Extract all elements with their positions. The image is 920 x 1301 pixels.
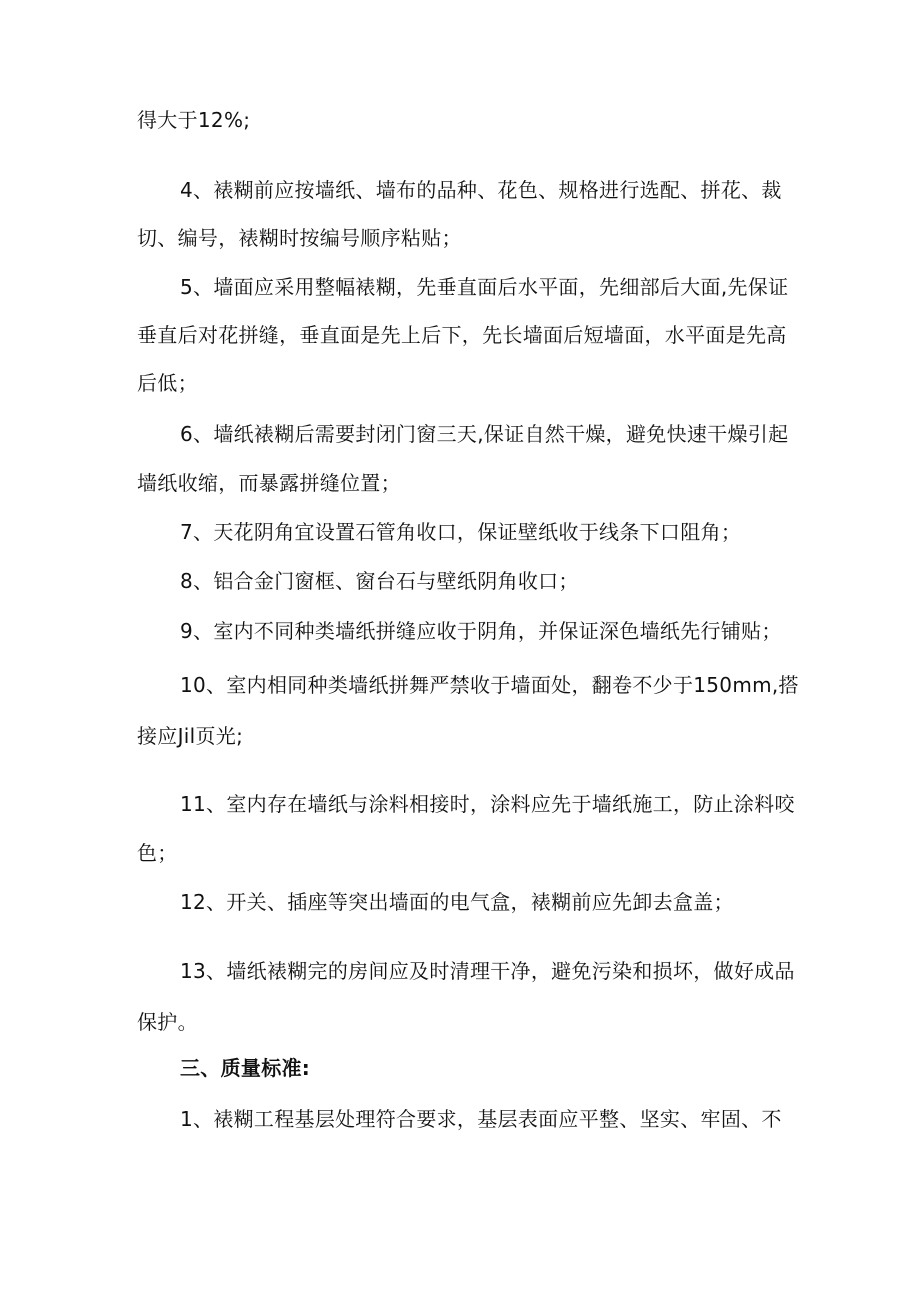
section-heading: 三、质量标准:: [180, 1056, 311, 1080]
list-item-7: 7、天花阴角宜设置石管角收口，保证壁纸收于线条下口阻角；: [180, 520, 742, 544]
list-item-6: 6、墙纸裱糊后需要封闭门窗三天,保证自然干燥，避免快速干燥引起: [180, 422, 789, 446]
text-line: 保护。: [137, 1010, 198, 1034]
list-item-10: 10、室内相同种类墙纸拼舞严禁收于墙面处，翻卷不少于150mm,搭: [180, 673, 799, 697]
text-line: 切、编号，裱糊时按编号顺序粘贴；: [137, 226, 462, 250]
list-item-11: 11、室内存在墙纸与涂料相接时，涂料应先于墙纸施工，防止涂料咬: [180, 792, 795, 816]
text-line: 墙纸收缩，而暴露拼缝位置；: [137, 471, 401, 495]
text-line: 色；: [137, 841, 178, 865]
list-item-12: 12、开关、插座等突出墙面的电气盒，裱糊前应先卸去盒盖；: [180, 890, 734, 914]
list-item-13: 13、墙纸裱糊完的房间应及时清理干净，避免污染和损坏，做好成品: [180, 959, 795, 983]
list-item-8: 8、铝合金门窗框、窗台石与壁纸阴角收口；: [180, 569, 579, 593]
list-item-5: 5、墙面应采用整幅裱糊，先垂直面后水平面，先细部后大面,先保证: [180, 275, 789, 299]
standard-item-1: 1、裱糊工程基层处理符合要求，基层表面应平整、坚实、牢固、不: [180, 1107, 782, 1131]
text-line: 接应Jil页光;: [137, 724, 244, 748]
text-line: 得大于12%;: [137, 108, 251, 132]
text-line: 后低；: [137, 371, 198, 395]
text-line: 垂直后对花拼缝，垂直面是先上后下，先长墙面后短墙面，水平面是先高: [137, 323, 787, 347]
list-item-9: 9、室内不同种类墙纸拼缝应收于阴角，并保证深色墙纸先行铺贴；: [180, 619, 782, 643]
list-item-4: 4、裱糊前应按墙纸、墙布的品种、花色、规格进行选配、拼花、裁: [180, 178, 782, 202]
